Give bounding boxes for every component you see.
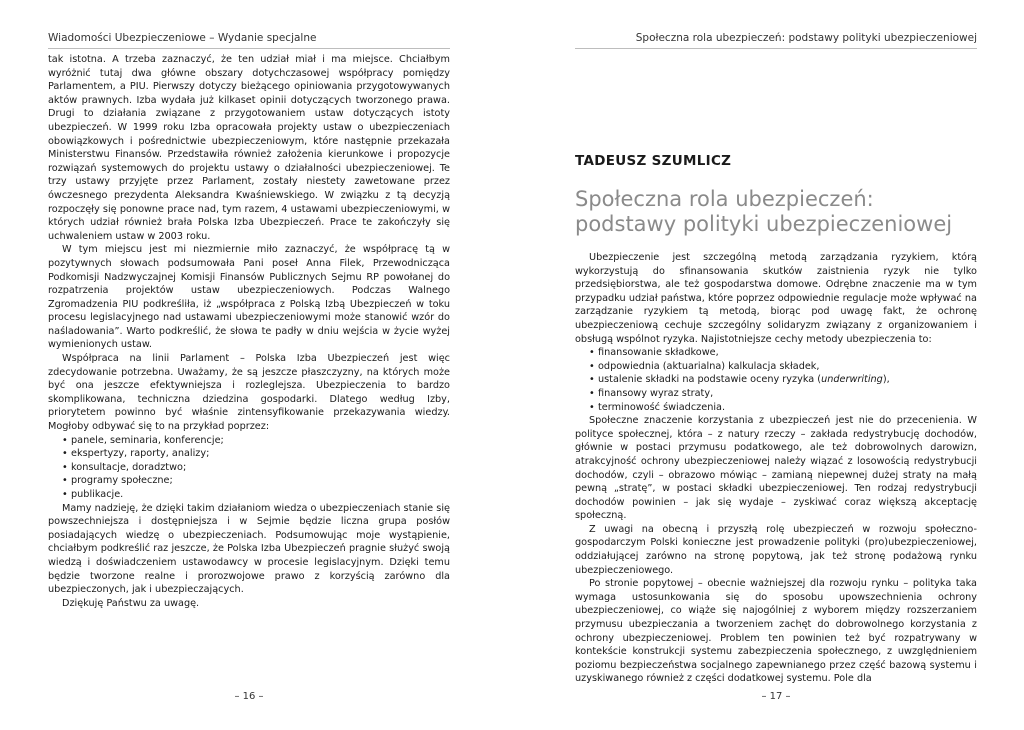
author-name: TADEUSZ SZUMLICZ	[575, 153, 732, 169]
body-paragraph: W tym miejscu jest mi niezmiernie miło zaznaczyć, że współpracę tą w pozytywnych słowach podsumowała Pani poseł Anna Filek, Przewodnicząca Podkomisji Nadzwyczajnej Komisji Finansów Publicznych Sejmu RP powołanej do rozpatrzenia projektów ustaw ubezpieczeniowych. Podczas Walnego Zgromadzenia PIU podkreśliła, iż „współpraca z Polską Izbą Ubezpieczeń w toku procesu legislacyjnego nad ustawami ubezpieczeniowymi może stanowić wzór do naśladowania”. Warto podkreślić, że słowa te padły w dniu wejścia w życie wyżej wymienionych ustaw.	[48, 244, 450, 351]
left-body-text	[48, 53, 450, 610]
list-item: • odpowiednia (aktuarialna) kalkulacja składek,	[589, 360, 977, 374]
intro-paragraph: Ubezpieczenie jest szczególną metodą zarządzania ryzykiem, którą wykorzystują do sfinansowania skutków zaistnienia ryzyk nie tylko przedsiębiorstwa, ale też gospodarstwa domowe. Odrębne znaczenie ma w tym przypadku udział państwa, które poprzez odpowiednie regulacje może wpływać na zarządzanie ryzykiem tą metodą, biorąc pod uwagę fakt, że ochronę ubezpieczeniową cechuje szczególny solidaryzm związany z organizowaniem i obsługą wspólnot ryzyka. Najistotniejsze cechy metody ubezpieczenia to:	[575, 252, 977, 345]
right-running-head: Społeczna rola ubezpieczeń: podstawy polityki ubezpieczeniowej	[575, 31, 977, 49]
list-item: • finansowy wyraz straty,	[589, 387, 977, 401]
left-page	[48, 0, 450, 730]
body-paragraph: Współpraca na linii Parlament – Polska Izba Ubezpieczeń jest więc zdecydowanie potrzebna. Uważamy, że są jeszcze płaszczyzny, na których może być ona jeszcze efektywniejsza i rozleglejsza. Ubezpieczenia to bardzo skomplikowana, techniczna dziedzina gospodarki. Dlatego według Izby, priorytetem powinno być właśnie zintensyfikowanie przekazywania wiedzy. Mogłoby odbywać się to na przykład poprzez:	[48, 353, 450, 433]
left-page-number: – 16 –	[234, 691, 264, 702]
body-paragraph: tak istotna. A trzeba zaznaczyć, że ten udział miał i ma miejsce. Chciałbym wyróżnić tutaj dwa główne obszary dotychczasowej współpracy pomiędzy Parlamentem, a PIU. Pierwszy dotyczy bieżącego opiniowania przygotowywanych aktów prawnych. Izba wydała już kilkaset opinii dotyczących tworzonego prawa. Drugi to działania związane z przygotowaniem ustaw dotyczących istoty ubezpieczeń. W 1999 roku Izba opracowała projekty ustaw o ubezpieczeniach obowiązkowych i pośrednictwie ubezpieczeniowym, które następnie przekazała Ministerstwu Finansów. Przedstawiła również założenia kierunkowe i propozycje rozwiązań systemowych do projektu ustawy o działalności ubezpieczeniowej. Te trzy ustawy przyjęte przez Parlament, zostały niestety zawetowane przez ówczesnego prezydenta Aleksandra Kwaśniewskiego. W związku z tą decyzją rozpoczęły się ponowne prace nad, tym razem, 4 ustawami ubezpieczeniowymi, w których udział również brała Polska Izba Ubezpieczeń. Prace te zakończyły się uchwaleniem ustaw w 2003 roku.	[48, 54, 450, 242]
feature-list	[575, 346, 977, 414]
list-item: • panele, seminaria, konferencje;	[62, 434, 450, 448]
list-item: • konsultacje, doradztwo;	[62, 461, 450, 475]
article-title: Społeczna rola ubezpieczeń: podstawy polityki ubezpieczeniowej	[575, 187, 953, 236]
list-item-text: ustalenie składki na podstawie oceny ryzyka (	[598, 374, 822, 386]
right-page	[575, 0, 977, 730]
body-paragraph: Po stronie popytowej – obecnie ważniejszej dla rozwoju rynku – polityka taka wymaga ustosunkowania się do sposobu upowszechnienia ochrony ubezpieczeniowej, co wiąże się najogólniej z wyborem między rozszerzaniem przymusu ubezpieczania a tworzeniem zachęt do dobrowolnego korzystania z ochrony ubezpieczeniowej. Problem ten powinien też być rozpatrywany w kontekście konstrukcji systemu zabezpieczenia społecznego, z uwzględnieniem poziomu bezpieczeństwa socjalnego zapewnianego przez część bazową systemu i uzyskiwanego również z części dodatkowej systemu. Pole dla	[575, 578, 977, 685]
left-running-head: Wiadomości Ubezpieczeniowe – Wydanie specjalne	[48, 31, 450, 49]
body-paragraph: Z uwagi na obecną i przyszłą rolę ubezpieczeń w rozwoju społeczno-gospodarczym Polski konieczne jest prowadzenie polityki (pro)ubezpieczeniowej, oddziałującej zarówno na stronę popytową, jak też stronę podażową rynku ubezpieczeniowego.	[575, 523, 977, 576]
list-item: • publikacje.	[62, 488, 450, 502]
body-paragraph: Mamy nadzieję, że dzięki takim działaniom wiedza o ubezpieczeniach stanie się powszechniejsza i dostępniejsza i w Sejmie będzie liczna grupa posłów posiadających wiedzę o ubezpieczeniach. Podsumowując moje wystąpienie, chciałbym podkreślić raz jeszcze, że Polska Izba Ubezpieczeń pragnie służyć swoją wiedzą i doświadczeniem ustawodawcy w procesie legislacyjnym. Dzięki temu będzie tworzone realne i prorozwojowe prawo z korzyścią zarówno dla ubezpieczonych, jak i ubezpieczających.	[48, 502, 450, 596]
list-item: • ekspertyzy, raporty, analizy;	[62, 447, 450, 461]
right-body-text	[575, 251, 977, 686]
thanks-line: Dziękuję Państwu za uwagę.	[62, 597, 200, 609]
body-paragraph: Społeczne znaczenie korzystania z ubezpieczeń jest nie do przecenienia. W polityce społecznej, która – z natury rzeczy – zakłada redystrybucję dochodów, głównie w postaci przymusu podatkowego, ale też dobrowolnych darowizn, atrakcyjność ochrony ubezpieczeniowej należy wiązać z losowością redystrybucji dochodów, czyli – obrazowo mówiąc – zamianą niepewnej dużej straty na małą pewną „stratę”, w postaci składki ubezpieczeniowej. Ten rodzaj redystrybucji dochodów powinien – jak się wydaje – zyskiwać coraz większą akceptację społeczną.	[575, 415, 977, 522]
right-page-number: – 17 –	[761, 691, 791, 702]
bullet-list	[48, 434, 450, 502]
list-item: • terminowość świadczenia.	[589, 401, 977, 415]
list-item	[589, 373, 977, 387]
list-item: • programy społeczne;	[62, 474, 450, 488]
list-item-text: ),	[882, 374, 890, 386]
list-item: • finansowanie składkowe,	[589, 346, 977, 360]
emphasized-term: underwriting	[821, 374, 883, 386]
